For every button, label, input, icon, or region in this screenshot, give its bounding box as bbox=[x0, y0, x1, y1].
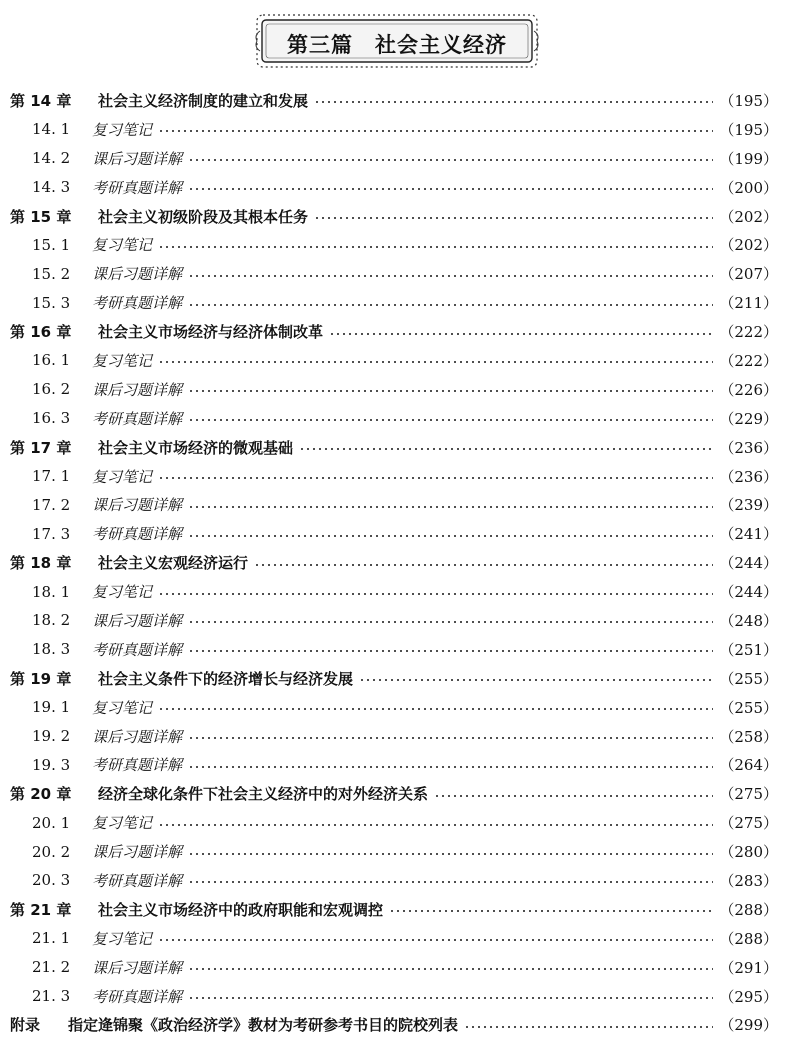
toc-entry-number: 20. 1 bbox=[32, 813, 71, 832]
toc-entry-title: 课后习题详解 bbox=[92, 496, 183, 515]
toc-page-number: （244） bbox=[719, 554, 778, 573]
dot-leader bbox=[158, 824, 713, 826]
toc-entry-title: 社会主义宏观经济运行 bbox=[98, 554, 249, 573]
dot-leader bbox=[188, 737, 713, 739]
toc-entry-number: 20. 3 bbox=[32, 871, 71, 890]
toc-entry-number: 第 15 章 bbox=[10, 207, 72, 226]
toc-entry-title: 课后习题详解 bbox=[92, 265, 183, 284]
toc-section-entry[interactable] bbox=[0, 982, 790, 1011]
toc-page-number: （202） bbox=[719, 236, 778, 255]
toc-page-number: （288） bbox=[719, 900, 778, 919]
dot-leader bbox=[158, 361, 713, 363]
toc-entry-number: 第 21 章 bbox=[10, 900, 72, 919]
toc-page-number: （200） bbox=[719, 178, 778, 197]
toc-entry-number: 19. 2 bbox=[32, 727, 71, 746]
toc-page-number: （226） bbox=[719, 380, 778, 399]
toc-page-number: （258） bbox=[719, 727, 778, 746]
toc-entry-title: 经济全球化条件下社会主义经济中的对外经济关系 bbox=[98, 785, 429, 804]
toc-page-number: （264） bbox=[719, 756, 778, 775]
toc-section-entry[interactable] bbox=[0, 288, 790, 317]
dot-leader bbox=[434, 795, 713, 797]
toc-entry-title: 考研真题详解 bbox=[92, 409, 183, 428]
toc-chapter-entry[interactable] bbox=[0, 779, 790, 808]
dot-leader bbox=[314, 217, 713, 219]
toc-page-number: （288） bbox=[719, 929, 778, 948]
toc-page-number: （202） bbox=[719, 207, 778, 226]
toc-entry-number: 16. 3 bbox=[32, 409, 71, 428]
toc-entry-title: 考研真题详解 bbox=[92, 640, 183, 659]
dot-leader bbox=[314, 101, 713, 103]
dot-leader bbox=[359, 679, 713, 681]
toc-section-entry[interactable] bbox=[0, 490, 790, 519]
toc-chapter-entry[interactable] bbox=[0, 317, 790, 346]
toc-page-number: （275） bbox=[719, 814, 778, 833]
toc-page-number: （222） bbox=[719, 351, 778, 370]
toc-appendix-entry[interactable] bbox=[0, 1011, 790, 1040]
toc-entry-number: 18. 3 bbox=[32, 640, 71, 659]
toc-section-entry[interactable] bbox=[0, 866, 790, 895]
toc-entry-number: 第 19 章 bbox=[10, 669, 72, 688]
toc-page-number: （244） bbox=[719, 583, 778, 602]
toc-section-entry[interactable] bbox=[0, 924, 790, 953]
dot-leader bbox=[389, 910, 713, 912]
toc-entry-number: 16. 1 bbox=[32, 351, 71, 370]
toc-section-entry[interactable] bbox=[0, 606, 790, 635]
toc-page-number: （222） bbox=[719, 323, 778, 342]
dot-leader bbox=[299, 448, 713, 450]
dot-leader bbox=[158, 477, 713, 479]
toc-section-entry[interactable] bbox=[0, 722, 790, 751]
toc-entry-number: 21. 3 bbox=[32, 987, 71, 1006]
toc-entry-title: 复习笔记 bbox=[92, 351, 153, 370]
toc-entry-number: 14. 1 bbox=[32, 120, 71, 139]
toc-page-number: （195） bbox=[719, 120, 778, 139]
toc-entry-title: 考研真题详解 bbox=[92, 525, 183, 544]
toc-entry-number: 21. 1 bbox=[32, 929, 71, 948]
toc-entry-title: 指定逄锦聚《政治经济学》教材为考研参考书目的院校列表 bbox=[68, 1016, 459, 1035]
dot-leader bbox=[188, 766, 713, 768]
table-of-contents bbox=[0, 86, 790, 1039]
toc-section-entry[interactable] bbox=[0, 750, 790, 779]
toc-entry-number: 15. 1 bbox=[32, 235, 71, 254]
toc-section-entry[interactable] bbox=[0, 259, 790, 288]
toc-section-entry[interactable] bbox=[0, 404, 790, 433]
toc-entry-number: 附录 bbox=[10, 1016, 41, 1035]
toc-entry-title: 社会主义条件下的经济增长与经济发展 bbox=[98, 669, 354, 688]
toc-entry-number: 21. 2 bbox=[32, 958, 71, 977]
toc-entry-number: 17. 1 bbox=[32, 467, 71, 486]
toc-entry-number: 15. 3 bbox=[32, 293, 71, 312]
toc-section-entry[interactable] bbox=[0, 375, 790, 404]
toc-page-number: （211） bbox=[719, 294, 778, 313]
toc-page-number: （241） bbox=[719, 525, 778, 544]
toc-entry-title: 复习笔记 bbox=[92, 467, 153, 486]
toc-entry-number: 18. 1 bbox=[32, 582, 71, 601]
dot-leader bbox=[158, 246, 713, 248]
toc-entry-title: 课后习题详解 bbox=[92, 843, 183, 862]
toc-section-entry[interactable] bbox=[0, 519, 790, 548]
toc-section-entry[interactable] bbox=[0, 230, 790, 259]
toc-entry-number: 第 18 章 bbox=[10, 554, 72, 573]
toc-page-number: （291） bbox=[719, 958, 778, 977]
toc-page-number: （236） bbox=[719, 467, 778, 486]
toc-entry-title: 考研真题详解 bbox=[92, 756, 183, 775]
toc-chapter-entry[interactable] bbox=[0, 548, 790, 577]
toc-chapter-entry[interactable] bbox=[0, 895, 790, 924]
toc-entry-number: 20. 2 bbox=[32, 842, 71, 861]
toc-entry-number: 19. 3 bbox=[32, 755, 71, 774]
toc-chapter-entry[interactable] bbox=[0, 202, 790, 231]
toc-entry-title: 社会主义初级阶段及其根本任务 bbox=[98, 207, 309, 226]
toc-entry-number: 14. 3 bbox=[32, 178, 71, 197]
dot-leader bbox=[158, 939, 713, 941]
part-title-banner bbox=[254, 12, 540, 70]
toc-entry-number: 15. 2 bbox=[32, 264, 71, 283]
dot-leader bbox=[188, 506, 713, 508]
dot-leader bbox=[188, 853, 713, 855]
toc-section-entry[interactable] bbox=[0, 346, 790, 375]
toc-entry-number: 第 14 章 bbox=[10, 91, 72, 110]
toc-page-number: （275） bbox=[719, 785, 778, 804]
toc-section-entry[interactable] bbox=[0, 173, 790, 202]
dot-leader bbox=[158, 593, 713, 595]
dot-leader bbox=[188, 159, 713, 161]
dot-leader bbox=[188, 535, 713, 537]
toc-entry-title: 社会主义市场经济中的政府职能和宏观调控 bbox=[98, 900, 384, 919]
toc-entry-number: 18. 2 bbox=[32, 611, 71, 630]
dot-leader bbox=[188, 881, 713, 883]
toc-page-number: （299） bbox=[719, 1016, 778, 1035]
toc-page-number: （199） bbox=[719, 149, 778, 168]
toc-page-number: （248） bbox=[719, 611, 778, 630]
toc-entry-title: 考研真题详解 bbox=[92, 871, 183, 890]
dot-leader bbox=[329, 333, 713, 335]
toc-entry-title: 复习笔记 bbox=[92, 814, 153, 833]
toc-entry-title: 复习笔记 bbox=[92, 583, 153, 602]
toc-section-entry[interactable] bbox=[0, 635, 790, 664]
toc-page-number: （295） bbox=[719, 987, 778, 1006]
dot-leader bbox=[188, 621, 713, 623]
toc-page-number: （251） bbox=[719, 640, 778, 659]
toc-entry-title: 课后习题详解 bbox=[92, 958, 183, 977]
dot-leader bbox=[188, 390, 713, 392]
dot-leader bbox=[188, 968, 713, 970]
toc-entry-number: 14. 2 bbox=[32, 149, 71, 168]
part-title: 第三篇 社会主义经济 bbox=[287, 33, 507, 57]
toc-chapter-entry[interactable] bbox=[0, 433, 790, 462]
toc-section-entry[interactable] bbox=[0, 577, 790, 606]
toc-page-number: （280） bbox=[719, 843, 778, 862]
toc-section-entry[interactable] bbox=[0, 115, 790, 144]
toc-page-number: （239） bbox=[719, 496, 778, 515]
toc-entry-title: 复习笔记 bbox=[92, 236, 153, 255]
toc-section-entry[interactable] bbox=[0, 953, 790, 982]
toc-entry-title: 课后习题详解 bbox=[92, 727, 183, 746]
toc-page-number: （283） bbox=[719, 871, 778, 890]
dot-leader bbox=[188, 188, 713, 190]
toc-page-number: （255） bbox=[719, 669, 778, 688]
toc-section-entry[interactable] bbox=[0, 837, 790, 866]
toc-section-entry[interactable] bbox=[0, 462, 790, 491]
toc-entry-title: 课后习题详解 bbox=[92, 380, 183, 399]
toc-entry-title: 社会主义市场经济的微观基础 bbox=[98, 438, 294, 457]
dot-leader bbox=[158, 708, 713, 710]
dot-leader bbox=[188, 304, 713, 306]
toc-page-number: （236） bbox=[719, 438, 778, 457]
toc-entry-title: 考研真题详解 bbox=[92, 178, 183, 197]
dot-leader bbox=[188, 275, 713, 277]
toc-entry-title: 课后习题详解 bbox=[92, 149, 183, 168]
toc-entry-title: 复习笔记 bbox=[92, 120, 153, 139]
toc-entry-title: 考研真题详解 bbox=[92, 987, 183, 1006]
dot-leader bbox=[158, 130, 713, 132]
toc-entry-title: 社会主义市场经济与经济体制改革 bbox=[98, 323, 324, 342]
toc-page-number: （195） bbox=[719, 91, 778, 110]
toc-page-number: （255） bbox=[719, 698, 778, 717]
toc-entry-title: 复习笔记 bbox=[92, 698, 153, 717]
toc-entry-number: 19. 1 bbox=[32, 698, 71, 717]
toc-entry-number: 第 20 章 bbox=[10, 785, 72, 804]
toc-section-entry[interactable] bbox=[0, 144, 790, 173]
toc-chapter-entry[interactable] bbox=[0, 86, 790, 115]
toc-entry-title: 考研真题详解 bbox=[92, 294, 183, 313]
toc-section-entry[interactable] bbox=[0, 693, 790, 722]
toc-entry-title: 课后习题详解 bbox=[92, 611, 183, 630]
toc-chapter-entry[interactable] bbox=[0, 664, 790, 693]
toc-entry-title: 社会主义经济制度的建立和发展 bbox=[98, 91, 309, 110]
toc-page-number: （207） bbox=[719, 265, 778, 284]
dot-leader bbox=[188, 419, 713, 421]
dot-leader bbox=[464, 1026, 713, 1028]
toc-entry-number: 17. 2 bbox=[32, 495, 71, 514]
toc-entry-number: 第 17 章 bbox=[10, 438, 72, 457]
toc-entry-number: 16. 2 bbox=[32, 380, 71, 399]
toc-entry-number: 17. 3 bbox=[32, 524, 71, 543]
toc-page-number: （229） bbox=[719, 409, 778, 428]
dot-leader bbox=[254, 564, 713, 566]
dot-leader bbox=[188, 650, 713, 652]
dot-leader bbox=[188, 997, 713, 999]
toc-entry-number: 第 16 章 bbox=[10, 323, 72, 342]
toc-entry-title: 复习笔记 bbox=[92, 929, 153, 948]
toc-section-entry[interactable] bbox=[0, 808, 790, 837]
